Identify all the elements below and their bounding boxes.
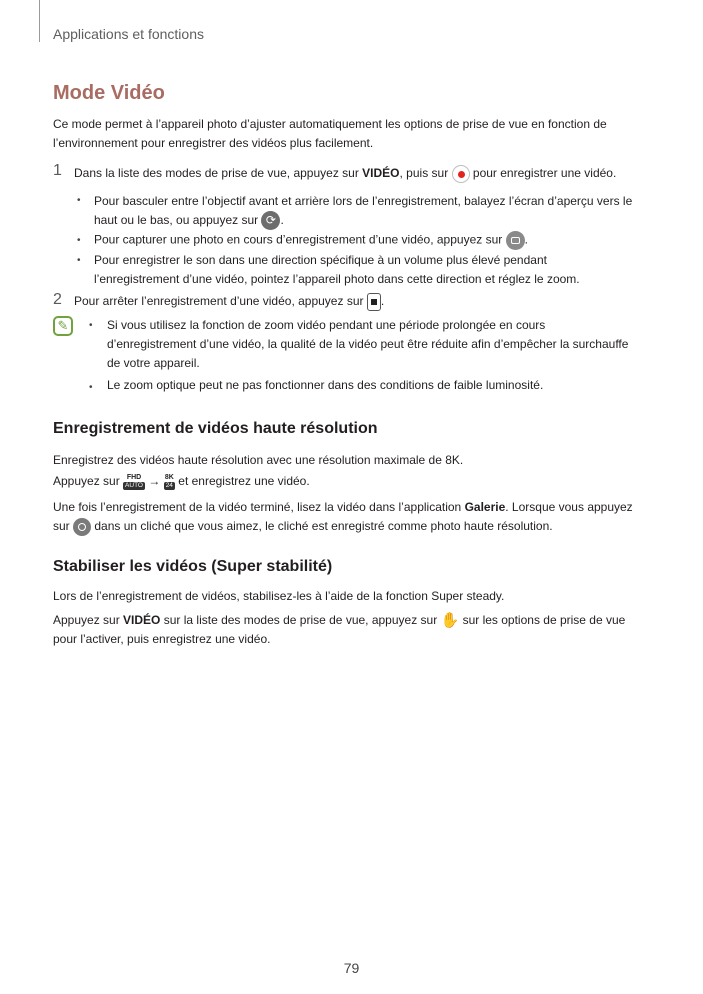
stabilize-paragraph-2: Appuyez sur VIDÉO sur la liste des modes de prise de vue, appuyez sur ✋ sur les options de prise de vue pour l’activer, puis enregistrez une vidéo. xyxy=(53,612,626,646)
section-header: Applications et fonctions xyxy=(53,26,204,42)
bullet: • xyxy=(89,382,93,393)
step-1-bullet-2: Pour capturer une photo en cours d’enregistrement d’une vidéo, appuyez sur . xyxy=(94,231,528,250)
note-item-1: Si vous utilisez la fonction de zoom vidéo pendant une période prolongée en cours d’enregistrement d’une vidéo, la qualité de la vidéo peut être réduite afin d’empêcher la surchauffe de votre appareil. xyxy=(107,318,629,370)
section-title-stabilize: Stabiliser les vidéos (Super stabilité) xyxy=(53,558,333,575)
hand-stabilize-icon: ✋ xyxy=(440,612,460,630)
fhd-auto-icon: FHD AUTO xyxy=(125,473,143,489)
intro-paragraph: Ce mode permet à l’appareil photo d’ajuster automatiquement les options de prise de vue en fonction de l’environnement pour enregistrer des vidéos plus facilement. xyxy=(53,117,607,150)
camera-icon xyxy=(506,231,525,250)
8k-icon: 8K 24 xyxy=(164,473,174,489)
stop-icon xyxy=(367,293,381,311)
capture-icon xyxy=(73,518,91,536)
step-1-bullet-3: Pour enregistrer le son dans une direction spécifique à un volume plus élevé pendant l’enregistrement d’une vidéo, pointez l’appareil photo dans cette direction et réglez le zoom. xyxy=(94,253,580,286)
bullet: • xyxy=(77,255,81,266)
page-number: 79 xyxy=(343,960,360,976)
step-1-number: 1 xyxy=(53,162,62,179)
high-res-paragraph-1: Enregistrez des vidéos haute résolution avec une résolution maximale de 8K. xyxy=(53,453,464,467)
page-title: Mode Vidéo xyxy=(53,82,165,104)
step-1-bullet-1: Pour basculer entre l’objectif avant et arrière lors de l’enregistrement, balayez l’écran d’aperçu vers le haut ou le bas, ou appuyez sur ⟳ . xyxy=(94,192,632,230)
header-rule xyxy=(39,0,40,42)
step-1-text: Dans la liste des modes de prise de vue, appuyez sur VIDÉO, puis sur pour enregistrer une vidéo. xyxy=(74,165,616,183)
bullet: • xyxy=(89,320,93,331)
stabilize-paragraph-1: Lors de l’enregistrement de vidéos, stabilisez-les à l’aide de la fonction Super steady. xyxy=(53,589,505,603)
bullet: • xyxy=(77,235,81,246)
note-item-2: Le zoom optique peut ne pas fonctionner dans des conditions de faible luminosité. xyxy=(107,378,544,392)
bullet: • xyxy=(77,195,81,206)
step-2-number: 2 xyxy=(53,291,62,308)
step-2-text: Pour arrêter l’enregistrement d’une vidéo, appuyez sur . xyxy=(74,293,384,311)
record-icon xyxy=(452,165,470,183)
note-pencil-icon: ✎ xyxy=(53,316,73,336)
section-title-high-res: Enregistrement de vidéos haute résolution xyxy=(53,420,378,437)
high-res-paragraph-2: Appuyez sur FHD AUTO → 8K 24 et enregistrez une vidéo. xyxy=(53,473,310,489)
high-res-paragraph-3: Une fois l’enregistrement de la vidéo terminé, lisez la vidéo dans l’application Galerie. Lorsque vous appuyez sur dans un cliché que vous aimez, le cliché est enregistré comme photo haute résolution. xyxy=(53,498,653,536)
arrow: → xyxy=(148,474,161,488)
switch-camera-icon: ⟳ xyxy=(261,211,280,230)
